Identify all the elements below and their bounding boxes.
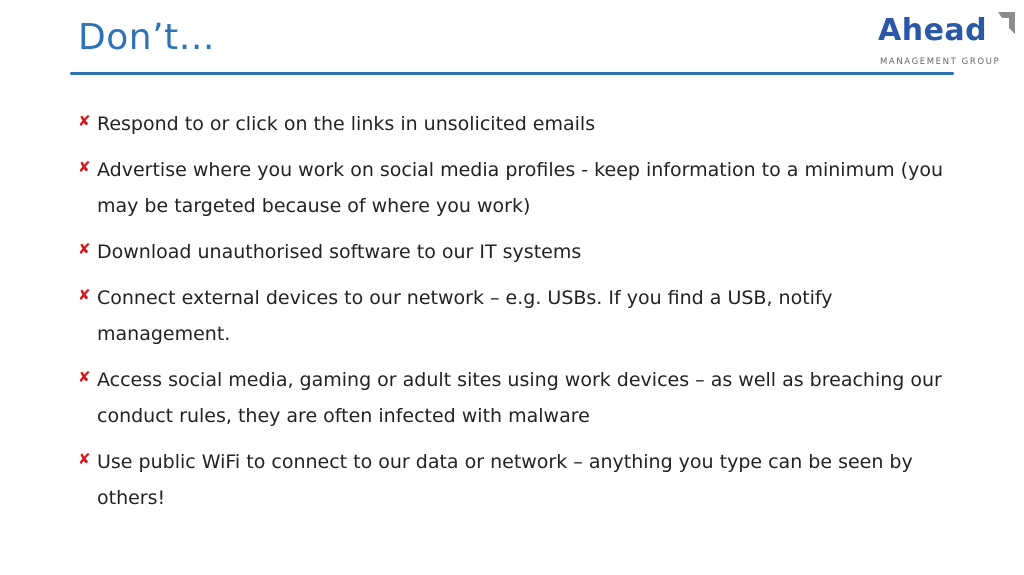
corner-arrow-icon [998, 12, 1015, 34]
bullet-text: Use public WiFi to connect to our data or network – anything you type can be seen by others! [97, 451, 913, 509]
cross-mark-icon: ✘ [78, 112, 91, 130]
cross-mark-icon: ✘ [78, 286, 91, 304]
bullet-text: Connect external devices to our network – e.g. USBs. If you find a USB, notify management. [97, 287, 833, 345]
cross-mark-icon: ✘ [78, 240, 91, 258]
list-item [78, 152, 958, 224]
bullet-text: Respond to or click on the links in unsolicited emails [97, 113, 596, 135]
cross-mark-icon: ✘ [78, 368, 91, 386]
logo-wordmark: Ahead [878, 13, 988, 48]
cross-mark-icon: ✘ [78, 450, 91, 468]
bullet-list [78, 106, 958, 526]
list-item [78, 280, 958, 352]
list-item [78, 362, 958, 434]
bullet-text: Access social media, gaming or adult sites using work devices – as well as breaching our conduct rules, they are often infected with malware [97, 369, 942, 427]
bullet-text: Download unauthorised software to our IT systems [97, 241, 582, 263]
list-item [78, 234, 958, 270]
title-underline [70, 72, 954, 75]
list-item [78, 106, 958, 142]
cross-mark-icon: ✘ [78, 158, 91, 176]
slide-title: Don’t… [78, 17, 216, 58]
bullet-text: Advertise where you work on social media profiles - keep information to a minimum (you may be targeted because of where you work) [97, 159, 944, 217]
company-logo [872, 12, 1018, 70]
list-item [78, 444, 958, 516]
logo-tagline: MANAGEMENT GROUP [880, 57, 1001, 67]
